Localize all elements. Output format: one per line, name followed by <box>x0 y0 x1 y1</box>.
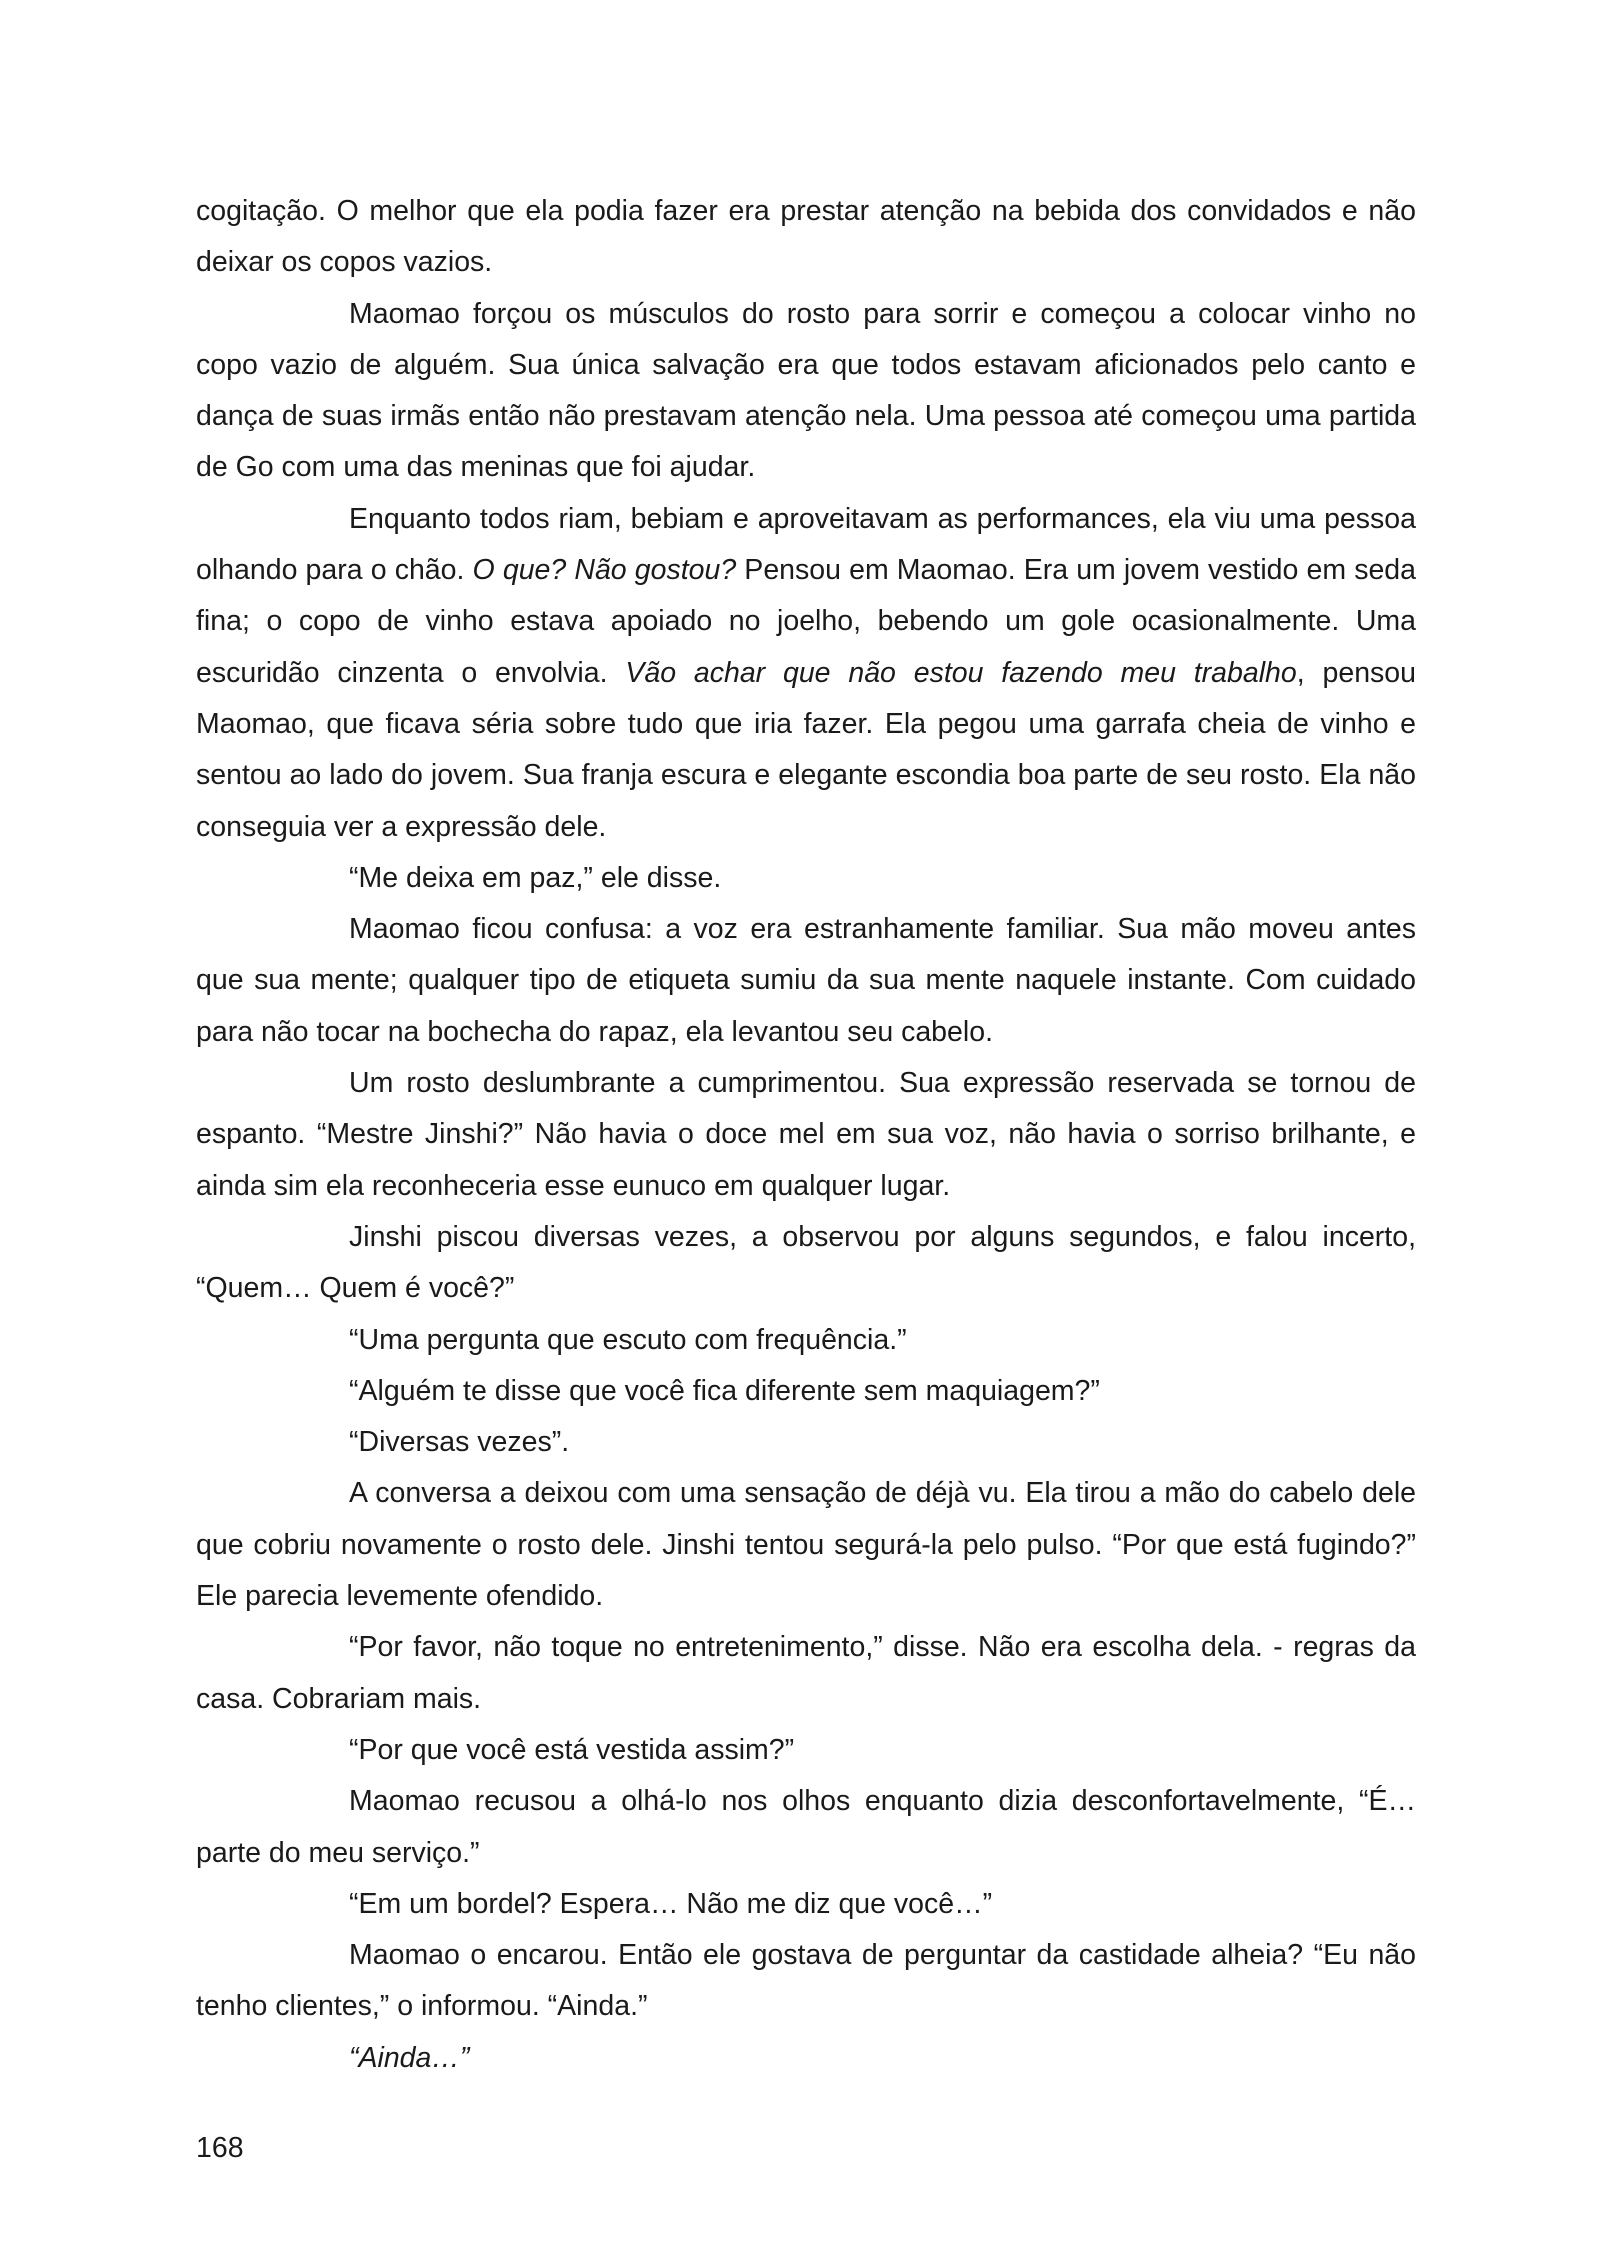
italic-text: O que? Não gostou? <box>472 554 737 587</box>
paragraph <box>196 2033 1416 2084</box>
text-run: Maomao ficou confusa: a voz era estranhamente familiar. Sua mão moveu antes que sua mente; qualquer tipo de etiqueta sumiu da sua mente naquele instante. Com cuidado para não tocar na bochecha do rapaz, ela levantou seu cabelo. <box>196 913 1416 1048</box>
text-run: “Alguém te disse que você fica diferente sem maquiagem?” <box>349 1374 1100 1407</box>
paragraph <box>196 186 1416 289</box>
text-run: “Me deixa em paz,” ele disse. <box>349 861 722 894</box>
text-run: Pensou em Maomao. Era um jovem vestido em seda fina; o copo de vinho estava apoiado no joelho, bebendo um gole ocasionalmente. Uma escuridão cinzenta o envolvia. <box>196 554 1416 689</box>
text-run: Enquanto todos riam, bebiam e aproveitavam as performances, ela viu uma pessoa olhando para o chão. <box>196 502 1416 587</box>
italic-text: Vão achar que não estou fazendo meu trabalho <box>625 656 1297 689</box>
text-run: Maomao forçou os músculos do rosto para sorrir e começou a colocar vinho no copo vazio de alguém. Sua única salvação era que todos estavam aficionados pelo canto e dança de suas irmãs então não prestavam atenção nela. Uma pessoa até começou uma partida de Go com uma das meninas que foi ajudar. <box>196 297 1416 484</box>
paragraph <box>196 1776 1416 1879</box>
text-run: Um rosto deslumbrante a cumprimentou. Sua expressão reservada se tornou de espanto. “Mestre Jinshi?” Não havia o doce mel em sua voz, não havia o sorriso brilhante, e ainda sim ela reconheceria esse eunuco em qualquer lugar. <box>196 1067 1416 1202</box>
text-run: cogitação. O melhor que ela podia fazer era prestar atenção na bebida dos convidados e não deixar os copos vazios. <box>196 195 1416 279</box>
body-text <box>196 186 1416 2084</box>
paragraph <box>196 1417 1416 1468</box>
text-run: Maomao o encarou. Então ele gostava de perguntar da castidade alheia? “Eu não tenho clientes,” o informou. “Ainda.” <box>196 1939 1416 2023</box>
paragraph <box>196 1315 1416 1366</box>
paragraph <box>196 494 1416 853</box>
italic-text: “Ainda…” <box>349 2041 470 2074</box>
paragraph <box>196 1622 1416 1725</box>
text-run: “Uma pergunta que escuto com frequência.” <box>349 1323 907 1356</box>
paragraph <box>196 1212 1416 1315</box>
paragraph <box>196 853 1416 904</box>
text-run: “Por favor, não toque no entretenimento,” disse. Não era escolha dela. - regras da casa. Cobrariam mais. <box>196 1631 1416 1715</box>
page-number: 168 <box>196 2132 244 2164</box>
paragraph <box>196 1366 1416 1417</box>
paragraph <box>196 1058 1416 1212</box>
text-run: “Em um bordel? Espera… Não me diz que você…” <box>349 1887 993 1920</box>
text-run: Jinshi piscou diversas vezes, a observou por alguns segundos, e falou incerto, “Quem… Quem é você?” <box>196 1220 1416 1305</box>
text-run: A conversa a deixou com uma sensação de déjà vu. Ela tirou a mão do cabelo dele que cobriu novamente o rosto dele. Jinshi tentou segurá-la pelo pulso. “Por que está fugindo?” Ele parecia levemente ofendido. <box>196 1477 1416 1613</box>
paragraph <box>196 1930 1416 2033</box>
paragraph <box>196 904 1416 1058</box>
text-run: “Por que você está vestida assim?” <box>349 1733 795 1766</box>
paragraph <box>196 1879 1416 1930</box>
paragraph <box>196 289 1416 494</box>
text-run: Maomao recusou a olhá-lo nos olhos enquanto dizia desconfortavelmente, “É… parte do meu serviço.” <box>196 1785 1416 1869</box>
paragraph <box>196 1725 1416 1776</box>
paragraph <box>196 1468 1416 1622</box>
text-run: “Diversas vezes”. <box>349 1426 570 1459</box>
text-run: , pensou Maomao, que ficava séria sobre tudo que iria fazer. Ela pegou uma garrafa cheia de vinho e sentou ao lado do jovem. Sua franja escura e elegante escondia boa parte de seu rosto. Ela não conseguia ver a expressão dele. <box>196 656 1417 843</box>
